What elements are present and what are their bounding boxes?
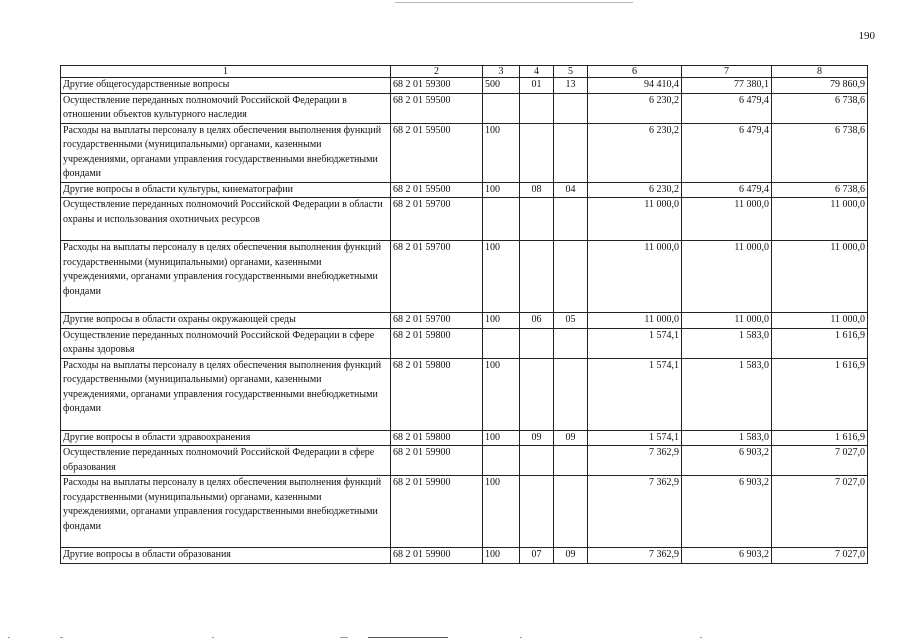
item-section: [520, 446, 554, 476]
scan-artifact-line: [0, 635, 905, 638]
item-expense-type: 100: [483, 241, 520, 313]
item-code: 68 2 01 59300: [391, 78, 483, 94]
item-amount-3: 7 027,0: [772, 476, 868, 548]
item-amount-1: 6 230,2: [588, 93, 682, 123]
item-amount-1: 1 574,1: [588, 328, 682, 358]
table-header-row: [61, 66, 868, 78]
item-amount-3: 11 000,0: [772, 313, 868, 329]
item-amount-3: 1 616,9: [772, 430, 868, 446]
item-amount-1: 6 230,2: [588, 123, 682, 182]
item-expense-type: [483, 93, 520, 123]
item-section: [520, 198, 554, 241]
item-section: [520, 358, 554, 430]
column-header: 5: [554, 66, 588, 78]
item-amount-1: 6 230,2: [588, 182, 682, 198]
item-code: 68 2 01 59800: [391, 430, 483, 446]
item-amount-3: 79 860,9: [772, 78, 868, 94]
item-amount-2: 1 583,0: [682, 358, 772, 430]
table-row: [61, 313, 868, 329]
item-amount-3: 7 027,0: [772, 548, 868, 564]
table-row: [61, 358, 868, 430]
item-amount-3: 1 616,9: [772, 358, 868, 430]
item-section: [520, 241, 554, 313]
item-subsection: [554, 123, 588, 182]
item-amount-1: 11 000,0: [588, 198, 682, 241]
item-amount-2: 6 903,2: [682, 476, 772, 548]
item-section: [520, 476, 554, 548]
column-header: 3: [483, 66, 520, 78]
column-header: 1: [61, 66, 391, 78]
item-subsection: 09: [554, 548, 588, 564]
column-header: 7: [682, 66, 772, 78]
item-amount-3: 7 027,0: [772, 446, 868, 476]
item-code: 68 2 01 59700: [391, 198, 483, 241]
item-section: 09: [520, 430, 554, 446]
item-amount-3: 11 000,0: [772, 241, 868, 313]
top-rule: [395, 2, 633, 3]
item-subsection: 05: [554, 313, 588, 329]
table-row: [61, 548, 868, 564]
item-name: Расходы на выплаты персоналу в целях обеспечения выполнения функций государственными (муниципальными) органами, казенными учреждениями, органами управления государственными внебюджетными фондами: [61, 476, 391, 548]
table-row: [61, 241, 868, 313]
item-amount-2: 6 903,2: [682, 446, 772, 476]
item-name: Другие вопросы в области культуры, кинематографии: [61, 182, 391, 198]
item-expense-type: 100: [483, 430, 520, 446]
item-code: 68 2 01 59500: [391, 123, 483, 182]
item-name: Осуществление переданных полномочий Российской Федерации в отношении объектов культурного наследия: [61, 93, 391, 123]
item-name: Другие общегосударственные вопросы: [61, 78, 391, 94]
item-subsection: [554, 241, 588, 313]
item-subsection: 09: [554, 430, 588, 446]
item-amount-2: 1 583,0: [682, 430, 772, 446]
item-expense-type: 100: [483, 476, 520, 548]
item-subsection: [554, 93, 588, 123]
table-row: [61, 78, 868, 94]
table-row: [61, 328, 868, 358]
item-expense-type: 100: [483, 358, 520, 430]
item-name: Другие вопросы в области образования: [61, 548, 391, 564]
item-expense-type: [483, 198, 520, 241]
item-name: Осуществление переданных полномочий Российской Федерации в сфере образования: [61, 446, 391, 476]
table-row: [61, 476, 868, 548]
item-subsection: [554, 328, 588, 358]
item-amount-1: 7 362,9: [588, 548, 682, 564]
table-row: [61, 198, 868, 241]
item-name: Расходы на выплаты персоналу в целях обеспечения выполнения функций государственными (муниципальными) органами, казенными учреждениями, органами управления государственными внебюджетными фондами: [61, 358, 391, 430]
item-amount-1: 7 362,9: [588, 446, 682, 476]
item-subsection: [554, 476, 588, 548]
item-amount-1: 94 410,4: [588, 78, 682, 94]
item-amount-1: 1 574,1: [588, 430, 682, 446]
item-code: 68 2 01 59900: [391, 476, 483, 548]
item-name: Другие вопросы в области охраны окружающей среды: [61, 313, 391, 329]
item-section: [520, 93, 554, 123]
item-amount-2: 6 479,4: [682, 182, 772, 198]
table-row: [61, 430, 868, 446]
item-subsection: 13: [554, 78, 588, 94]
item-section: [520, 123, 554, 182]
item-subsection: [554, 358, 588, 430]
column-header: 2: [391, 66, 483, 78]
item-expense-type: [483, 328, 520, 358]
column-header: 6: [588, 66, 682, 78]
table-row: [61, 182, 868, 198]
item-subsection: [554, 446, 588, 476]
item-expense-type: [483, 446, 520, 476]
item-code: 68 2 01 59900: [391, 446, 483, 476]
item-amount-3: 6 738,6: [772, 123, 868, 182]
item-expense-type: 100: [483, 182, 520, 198]
column-header: 8: [772, 66, 868, 78]
item-subsection: 04: [554, 182, 588, 198]
item-code: 68 2 01 59700: [391, 313, 483, 329]
item-amount-3: 11 000,0: [772, 198, 868, 241]
item-code: 68 2 01 59700: [391, 241, 483, 313]
item-code: 68 2 01 59500: [391, 182, 483, 198]
item-amount-2: 6 479,4: [682, 123, 772, 182]
item-amount-1: 11 000,0: [588, 241, 682, 313]
item-section: 07: [520, 548, 554, 564]
item-amount-1: 1 574,1: [588, 358, 682, 430]
item-name: Осуществление переданных полномочий Российской Федерации в сфере охраны здоровья: [61, 328, 391, 358]
table-row: [61, 446, 868, 476]
item-code: 68 2 01 59800: [391, 328, 483, 358]
item-amount-2: 6 903,2: [682, 548, 772, 564]
item-name: Расходы на выплаты персоналу в целях обеспечения выполнения функций государственными (муниципальными) органами, казенными учреждениями, органами управления государственными внебюджетными фондами: [61, 241, 391, 313]
item-section: [520, 328, 554, 358]
item-expense-type: 100: [483, 123, 520, 182]
budget-table: [60, 65, 868, 564]
item-section: 01: [520, 78, 554, 94]
item-name: Осуществление переданных полномочий Российской Федерации в области охраны и использования охотничьих ресурсов: [61, 198, 391, 241]
item-expense-type: 100: [483, 548, 520, 564]
item-amount-2: 11 000,0: [682, 198, 772, 241]
item-amount-3: 1 616,9: [772, 328, 868, 358]
item-amount-1: 11 000,0: [588, 313, 682, 329]
item-amount-3: 6 738,6: [772, 182, 868, 198]
item-subsection: [554, 198, 588, 241]
item-amount-2: 77 380,1: [682, 78, 772, 94]
table-row: [61, 123, 868, 182]
item-amount-2: 1 583,0: [682, 328, 772, 358]
item-code: 68 2 01 59900: [391, 548, 483, 564]
item-amount-2: 11 000,0: [682, 313, 772, 329]
item-code: 68 2 01 59500: [391, 93, 483, 123]
page-number: 190: [858, 30, 875, 42]
item-amount-1: 7 362,9: [588, 476, 682, 548]
item-section: 06: [520, 313, 554, 329]
column-header: 4: [520, 66, 554, 78]
item-name: Другие вопросы в области здравоохранения: [61, 430, 391, 446]
item-amount-2: 11 000,0: [682, 241, 772, 313]
item-amount-2: 6 479,4: [682, 93, 772, 123]
table-row: [61, 93, 868, 123]
item-name: Расходы на выплаты персоналу в целях обеспечения выполнения функций государственными (муниципальными) органами, казенными учреждениями, органами управления государственными внебюджетными фондами: [61, 123, 391, 182]
item-amount-3: 6 738,6: [772, 93, 868, 123]
item-section: 08: [520, 182, 554, 198]
item-expense-type: 100: [483, 313, 520, 329]
item-expense-type: 500: [483, 78, 520, 94]
item-code: 68 2 01 59800: [391, 358, 483, 430]
